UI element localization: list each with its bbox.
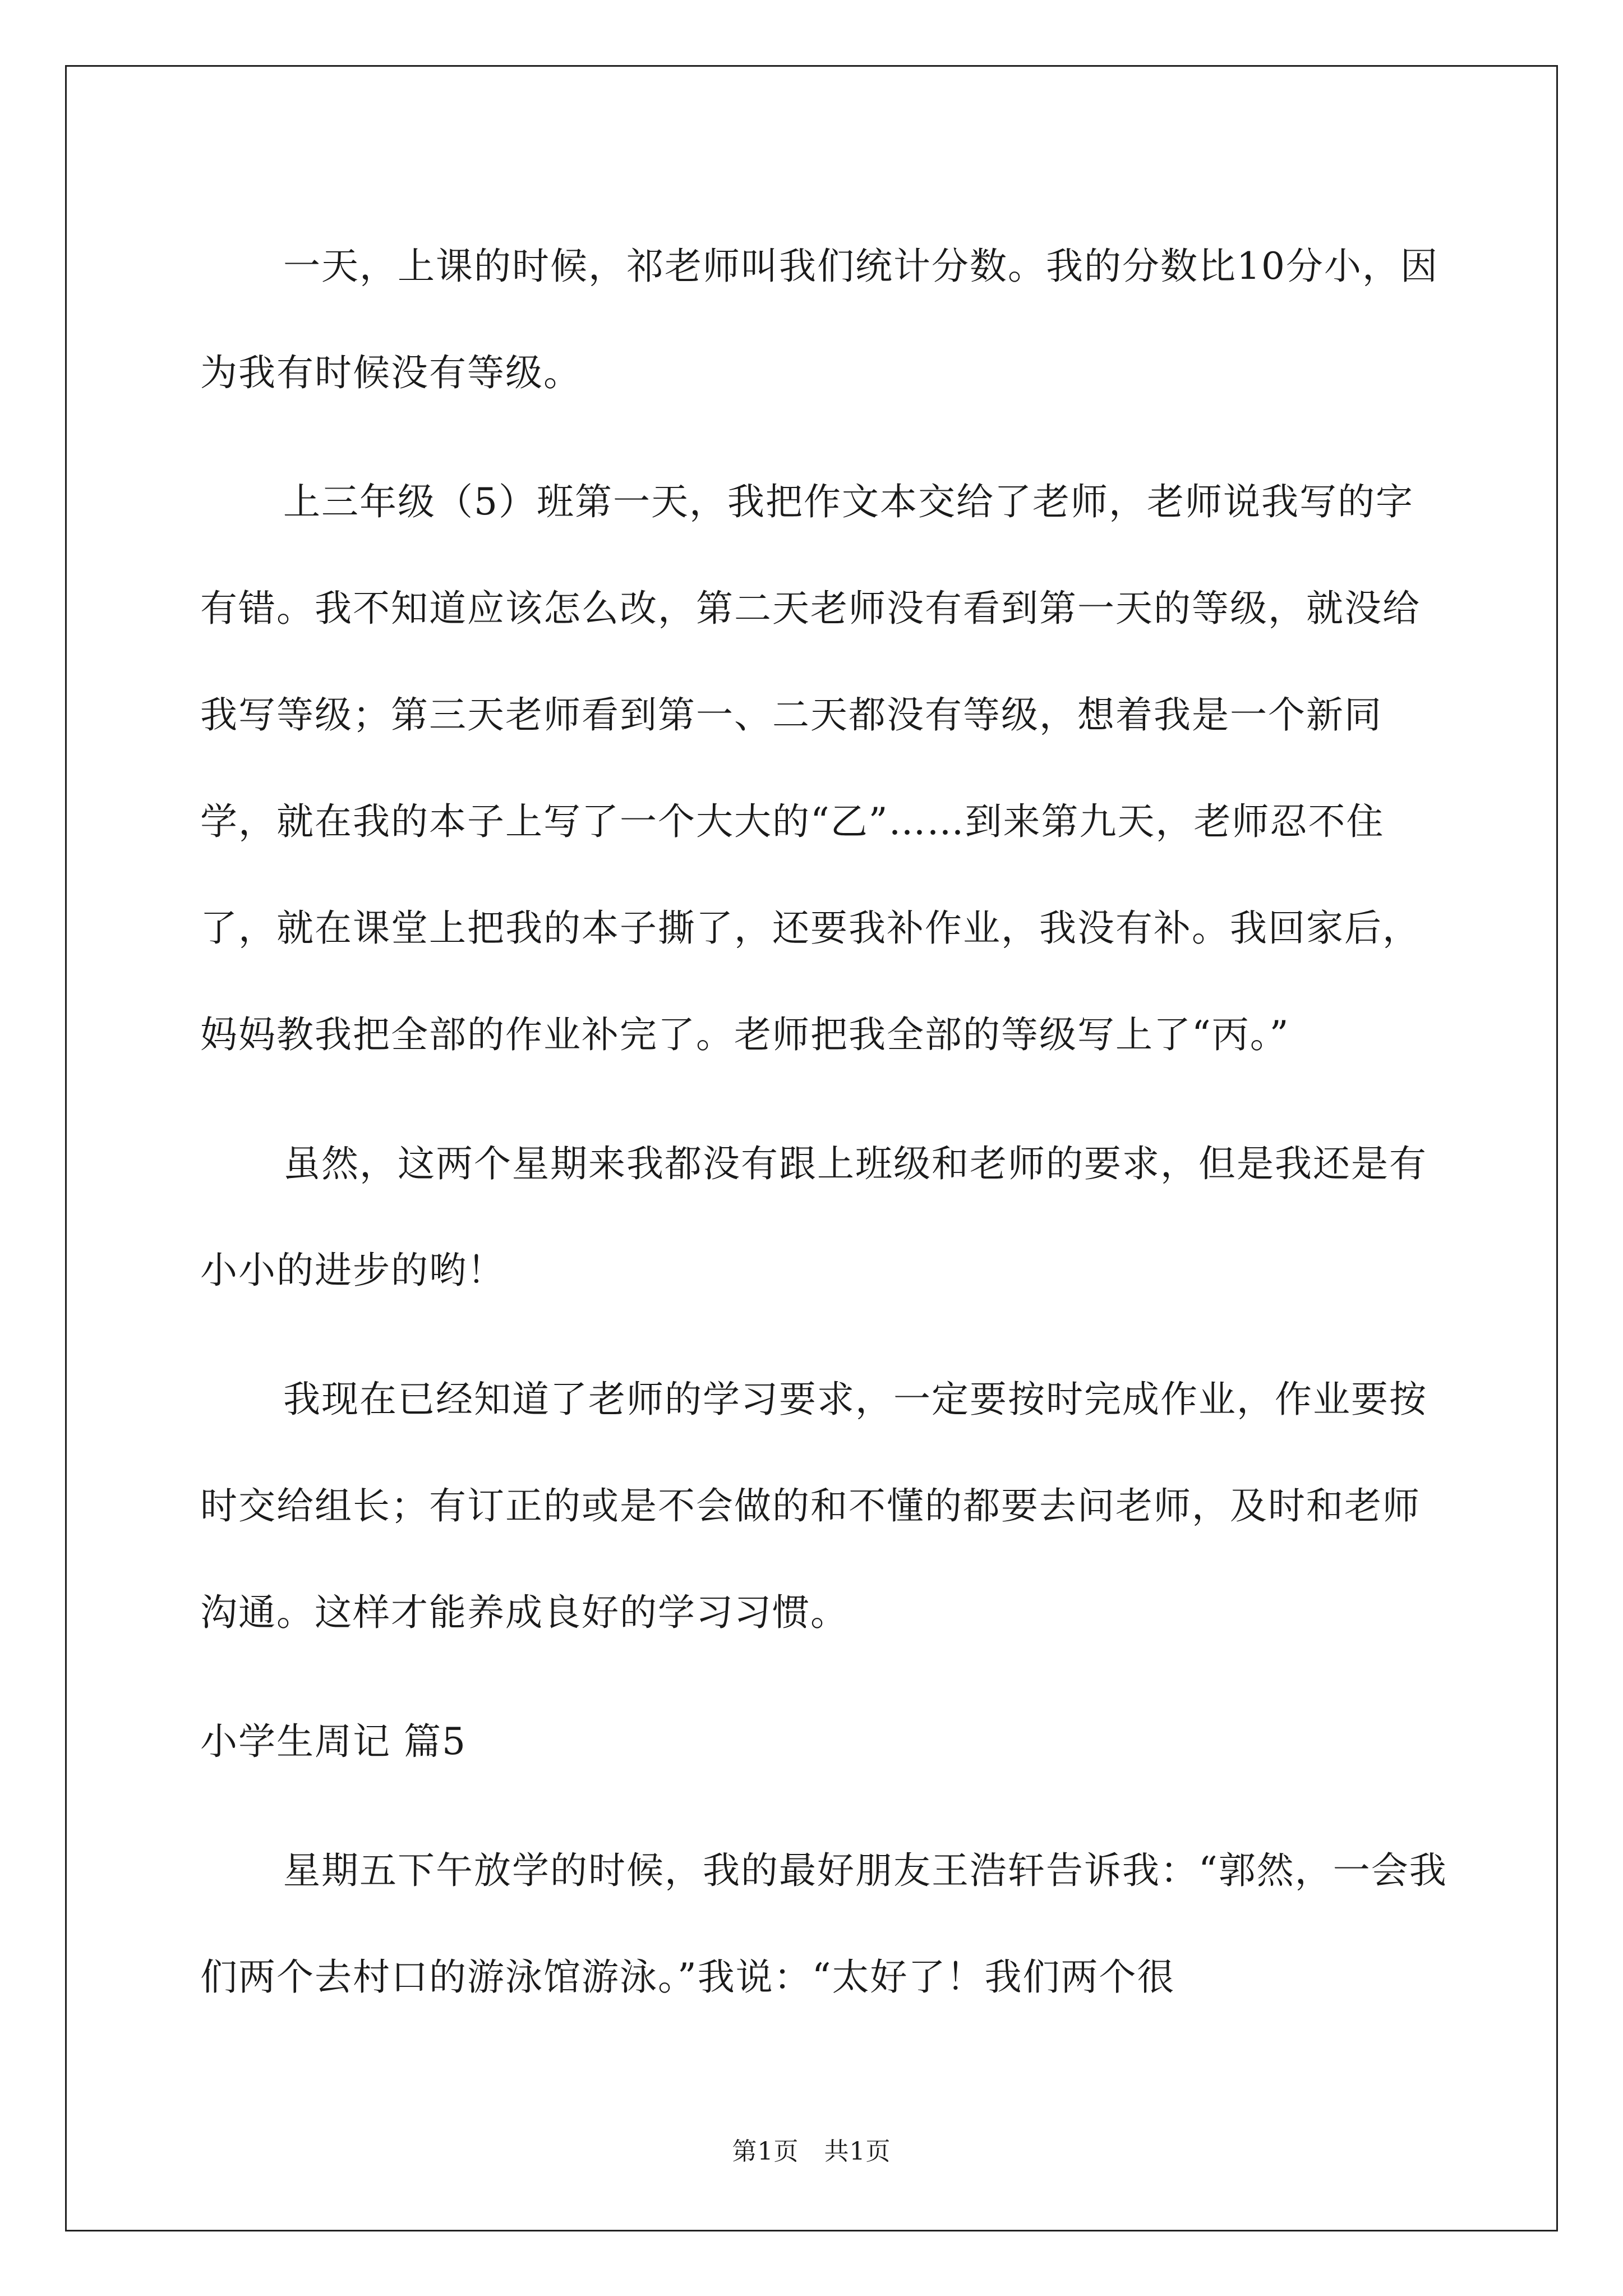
paragraph-4: 我现在已经知道了老师的学习要求，一定要按时完成作业，作业要按时交给组长；有订正的或是不会做的和不懂的都要去问老师，及时和老师沟通。这样才能养成良好的学习习惯。: [200, 1378, 1427, 1634]
paragraph-2: 上三年级（5）班第一天，我把作文本交给了老师，老师说我写的字有错。我不知道应该怎么改，第二天老师没有看到第一天的等级，就没给我写等级；第三天老师看到第一、二天都没有等级，想着我是一个新同学，就在我的本子上写了一个大大的“乙”……到来第九天，老师忍不住了，就在课堂上把我的本子撕了，还要我补作业，我没有补。我回家后，妈妈教我把全部的作业补完了。老师把我全部的等级写上了“丙。”: [200, 480, 1421, 1056]
paragraph-1: 一天，上课的时候，祁老师叫我们统计分数。我的分数比10分小，因为我有时候没有等级。: [200, 245, 1438, 394]
page-footer: 第1页 共1页: [732, 2137, 891, 2166]
section-heading: 小学生周记 篇5: [200, 1720, 467, 1763]
document-body: [200, 213, 1451, 2053]
paragraph-3: 虽然，这两个星期来我都没有跟上班级和老师的要求，但是我还是有小小的进步的哟！: [200, 1142, 1427, 1292]
paragraph-5: 星期五下午放学的时候，我的最好朋友王浩轩告诉我：“郭然，一会我们两个去村口的游泳馆游泳。”我说：“太好了！我们两个很: [200, 1849, 1447, 1999]
